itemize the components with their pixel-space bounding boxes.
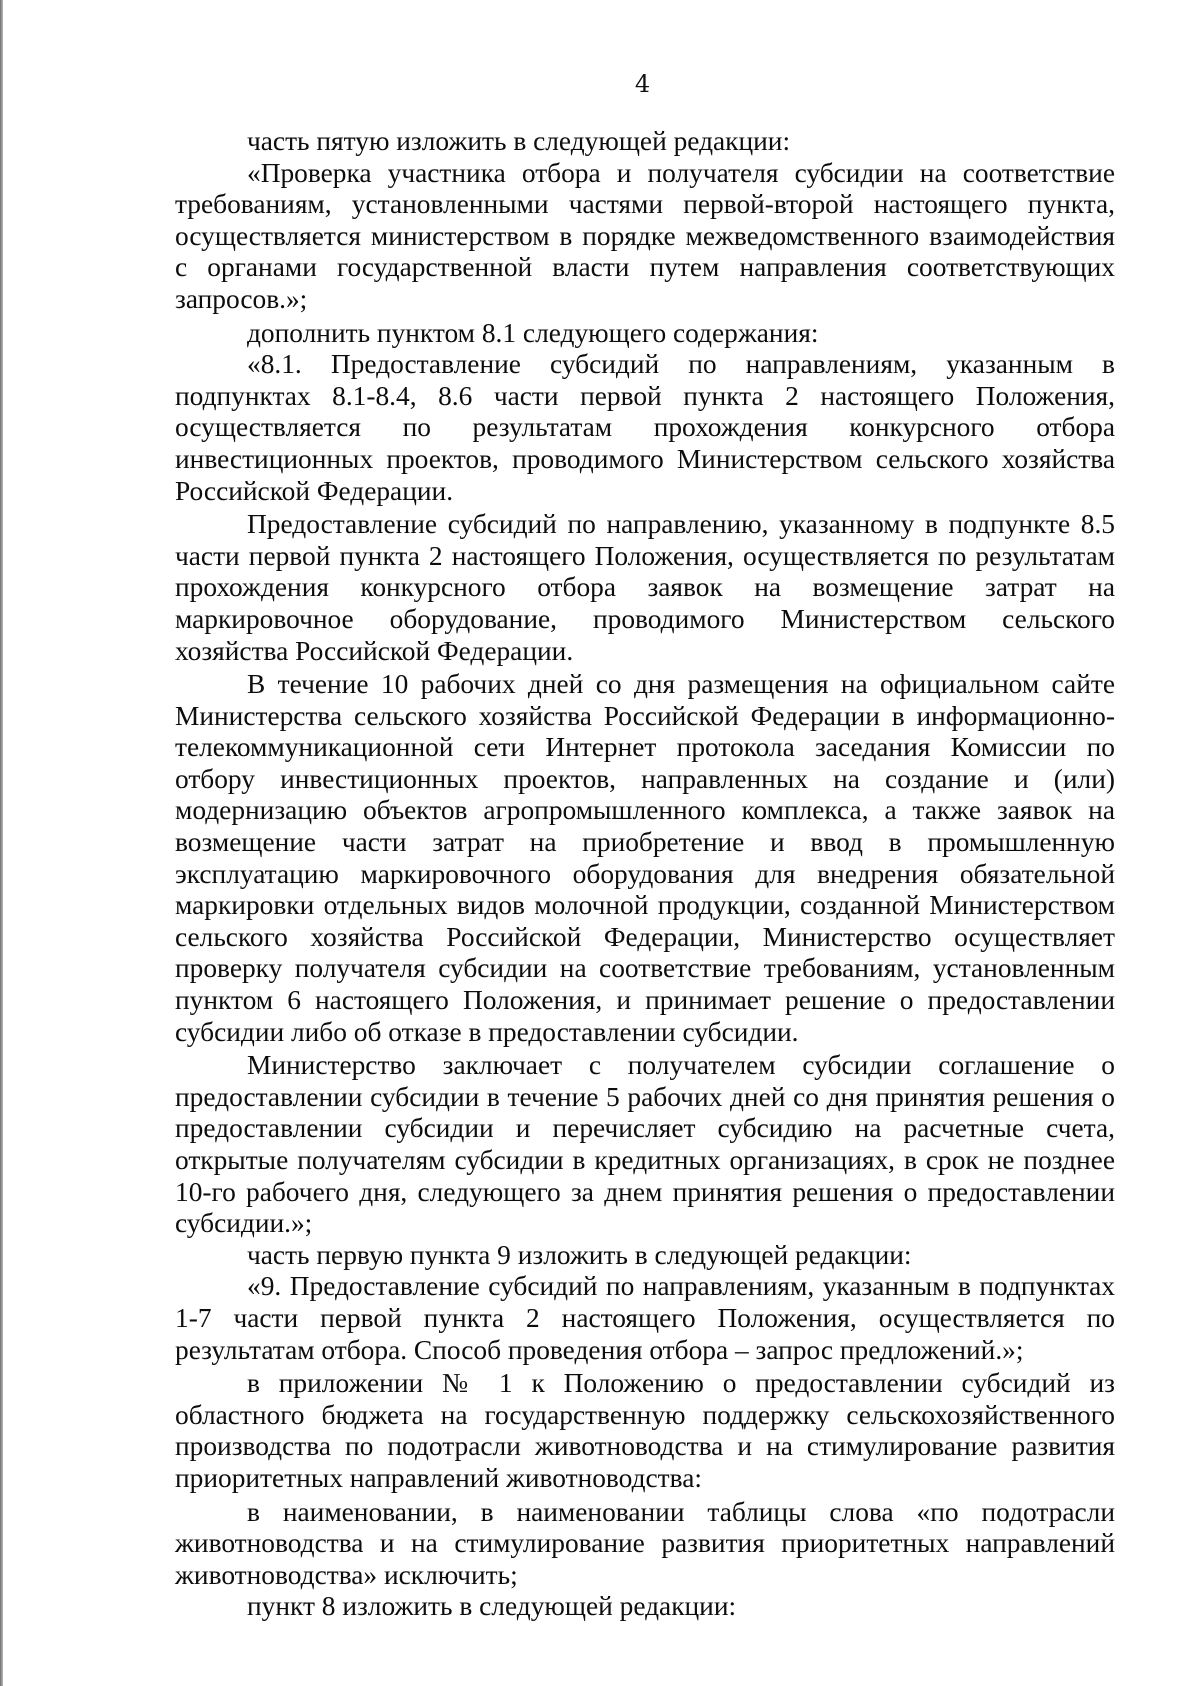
paragraph: «Проверка участника отбора и получателя субсидии на соответствие требованиям, установленными частями первой-второй настоящего пункта, осуществляется министерством в порядке межведомственного взаимодействия с органами государственной власти путем направления соответствующих запросов.»; <box>175 157 1115 314</box>
paragraph: «9. Предоставление субсидий по направлениям, указанным в подпунктах 1-7 части первой пункта 2 настоящего Положения, осуществляется по результатам отбора. Способ проведения отбора – запрос предложений.»; <box>175 1271 1115 1365</box>
paragraph: пункт 8 изложить в следующей редакции: <box>247 1591 737 1622</box>
paragraph: Министерство заключает с получателем субсидии соглашение о предоставлении субсидии в течение 5 рабочих дней со дня принятия решения о предоставлении субсидии и перечисляет субсидию на расчетные счета, открытые получателям субсидии в кредитных организациях, в срок не позднее 10-го рабочего дня, следующего за днем принятия решения о предоставлении субсидии.»; <box>175 1050 1115 1239</box>
paragraph: в приложении № 1 к Положению о предоставлении субсидий из областного бюджета на государственную поддержку сельскохозяйственного производства по подотрасли животноводства и на стимулирование развития приоритетных направлений животноводства: <box>175 1368 1115 1493</box>
paragraph: часть первую пункта 9 изложить в следующей редакции: <box>247 1239 912 1270</box>
document-body <box>175 126 1115 1623</box>
paragraph: в наименовании, в наименовании таблицы слова «по подотрасли животноводства и на стимулирование развития приоритетных направлений животноводства» исключить; <box>175 1496 1115 1590</box>
paragraph: дополнить пунктом 8.1 следующего содержания: <box>247 317 819 348</box>
paragraph: Предоставление субсидий по направлению, указанному в подпункте 8.5 части первой пункта 2 настоящего Положения, осуществляется по результатам прохождения конкурсного отбора заявок на возмещение затрат на маркировочное оборудование, проводимого Министерством сельского хозяйства Российской Федерации. <box>175 509 1115 666</box>
scan-edge-shadow <box>0 0 3 1686</box>
paragraph: «8.1. Предоставление субсидий по направлениям, указанным в подпунктах 8.1-8.4, 8.6 части первой пункта 2 настоящего Положения, осуществляется по результатам прохождения конкурсного отбора инвестиционных проектов, проводимого Министерством сельского хозяйства Российской Федерации. <box>175 349 1115 506</box>
paragraph: часть пятую изложить в следующей редакции: <box>247 126 791 156</box>
paragraph: В течение 10 рабочих дней со дня размещения на официальном сайте Министерства сельского хозяйства Российской Федерации в информационно-телекоммуникационной сети Интернет протокола заседания Комиссии по отбору инвестиционных проектов, направленных на создание и (или) модернизацию объектов агропромышленного комплекса, а также заявок на возмещение части затрат на приобретение и ввод в промышленную эксплуатацию маркировочного оборудования для внедрения обязательной маркировки отдельных видов молочной продукции, созданной Министерством сельского хозяйства Российской Федерации, Министерство осуществляет проверку получателя субсидии на соответствие требованиям, установленным пунктом 6 настоящего Положения, и принимает решение о предоставлении субсидии либо об отказе в предоставлении субсидии. <box>175 669 1115 1047</box>
page-number: 4 <box>634 70 651 98</box>
